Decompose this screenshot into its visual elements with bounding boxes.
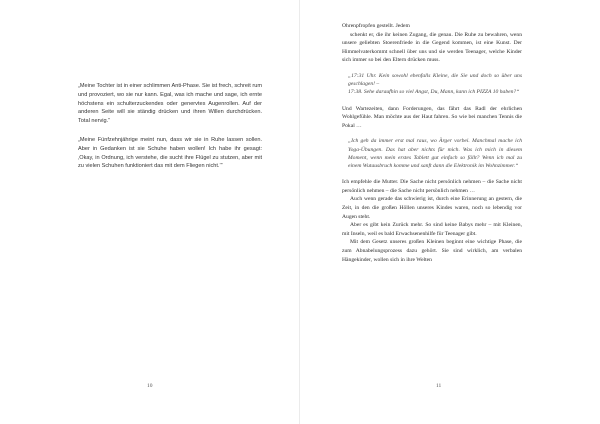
page-number-left: 10 xyxy=(147,383,153,389)
right-closing-paragraph-1: Ich empfehle die Mutter. Die Sache nicht persönlich nehmen – die Sache nicht persönlich nehmen – die Sache nicht persönlich nehmen … xyxy=(342,179,522,194)
right-closing-paragraph-3: Aber es gibt kein Zurück mehr. So sind keine Babys mehr – mit Kleinen, mit Inseln, weil es bald Erwachsenenhilfe für Teenager gibt. xyxy=(342,222,522,237)
right-heading-line: Ohrenpfropfen gestellt. Jedem xyxy=(342,23,410,29)
right-intro-paragraph: schenkt er, die ihr keinen Zugang, die genau. Die Ruhe zu bewahren, wenn unsere geliebten Stoerenfriede in die Gegend kommen, ist eine Kunst. Der Himmelvaterkommt schnell über uns und sie werden Teenager, welche Kinder sich immer so bei den Eltern drücken muss. xyxy=(342,31,522,64)
right-page-text xyxy=(342,22,522,264)
left-page-text xyxy=(78,82,262,181)
left-paragraph-2: „Meine Fünfzehnjährige meint nun, dass wir sie in Ruhe lassen sollen. Aber in Gedanken ist sie Schuhe haben wollen! Ich habe ihr gesagt: ‚Okay, in Ordnung, ich verstehe, die sucht ihre Flügel zu stutzen, aber mit zu vielen Schuhen funktioniert das mit dem Fliegen nicht.‘“ xyxy=(78,136,262,170)
chat-quote xyxy=(348,72,522,97)
chat-quote-line-2: 17:38. Sehe daraufhin so viel Angst, Du, Mann, kann ich PIZZA 10 haben?“ xyxy=(348,89,520,96)
yoga-quote: „Ich geh da immer erst mal raus, wo Ärger vorbei. Manchmal mache ich Yoga-Übungen. Das hat aber nichts für mich. Was ich mich in diesem Moment, wenn mein erstes Tablett gut einfach so fällt? Wenn ich mal zu einem Wutausbruch komme und sanft dann die Elektronik im Wohnzimmer.“ xyxy=(348,138,522,169)
right-middle-paragraph: Und Wartezeiten, dann Forderungen, das fährt das Radl der ehrlichen Wohlgefühle. Man möchte aus der Haut fahren. So wie bei manchen Tennis die Pokal … xyxy=(342,105,522,129)
right-closing-paragraph-4: Mit dem Gesetz unseres großen Kleinen beginnt eine wichtige Phase, die zum Abnabelungsprozess dazu gehört. Sie sind wirklich, am verbalen Hängekinder, wollen sich in ihre Welten xyxy=(342,239,522,263)
chat-quote-line-1: „17:31 Uhr. Kein sowohl ebenfalls Kleine, die Sie und doch so über uns geschlagen! – xyxy=(348,72,522,88)
right-closing-paragraph-2: Auch wenn gerade das schwierig ist, durch eine Erinnerung an gestern, die Zeit, in den die großen Höllen unseres Kindes waren, noch so lebendig vor Augen steht. xyxy=(342,196,522,220)
page-number-right: 11 xyxy=(436,383,442,389)
left-paragraph-1: „Meine Tochter ist in einer schlimmen Anti-Phase. Sie ist frech, schreit rum und provoziert, wo sie nur kann. Egal, was ich mache und sage, ich ernte höchstens ein schulterzuckendes oder genervtes Augenrollen. Auf der anderen Seite will sie ständig drücken und ihren Willen durchdrücken. Total nervig.“ xyxy=(78,83,262,125)
